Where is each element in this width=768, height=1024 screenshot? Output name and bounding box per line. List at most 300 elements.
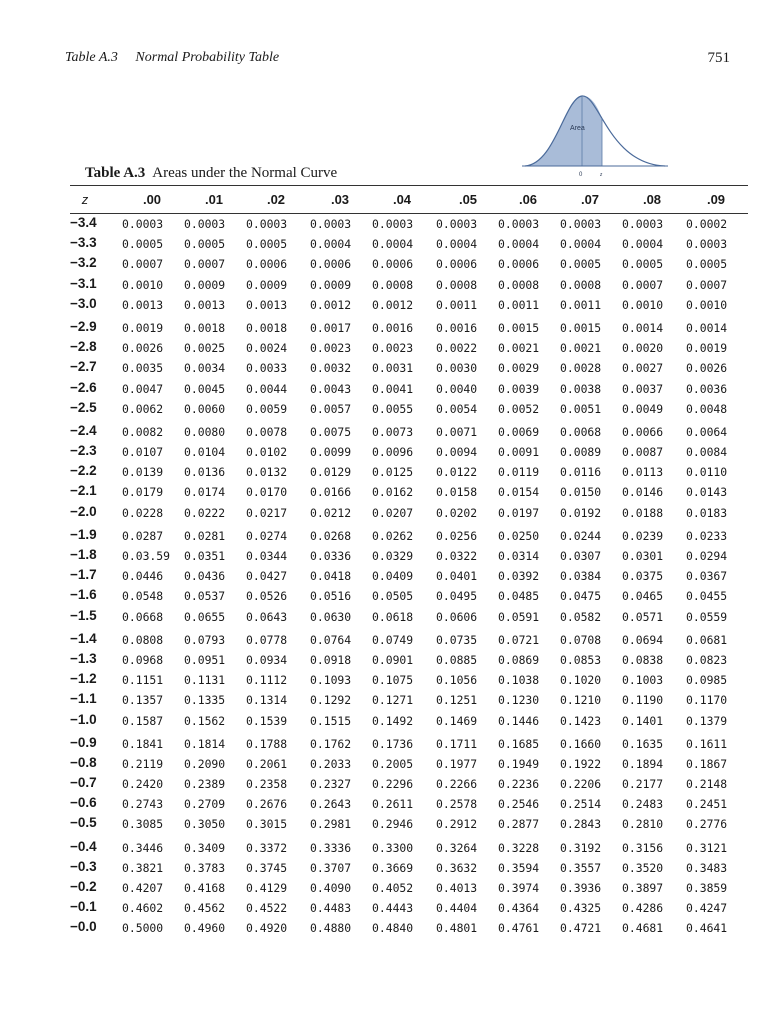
table-cell: 0.0233 [686,528,728,543]
table-cell: 0.0037 [622,381,664,396]
table-row [70,588,750,608]
table-cell: 0.0582 [560,609,602,624]
table-cell: 0.0668 [122,609,164,624]
table-cell: 0.0351 [184,549,226,563]
table-cell: 0.1056 [436,673,478,688]
table-cell: 0.0018 [184,320,226,335]
table-cell: 0.0162 [372,485,414,500]
table-cell: 0.0010 [622,297,664,312]
table-cell: 0.0040 [436,381,478,396]
row-z-value: −2.0 [70,503,97,519]
table-cell: 0.0051 [560,401,602,416]
table-cell: 0.3707 [310,860,352,875]
table-cell: 0.4641 [686,921,728,936]
table-row [70,568,750,588]
table-body [70,216,750,941]
table-cell: 0.0082 [122,424,164,439]
table-row [70,652,750,672]
table-cell: 0.0268 [310,528,352,543]
row-z-value: −1.5 [70,607,97,623]
table-cell: 0.0548 [122,589,164,604]
table-cell: 0.2546 [498,797,540,812]
table-cell: 0.3446 [122,840,164,855]
table-cell: 0.4960 [184,921,226,936]
table-cell: 0.4522 [246,901,288,916]
table-cell: 0.1151 [122,673,164,688]
table-cell: 0.0307 [560,549,602,563]
table-cell: 0.0918 [310,652,352,667]
table-cell: 0.0010 [686,297,728,312]
table-top-rule [70,185,748,186]
table-cell: 0.0004 [560,237,602,252]
table-cell: 0.0060 [184,401,226,416]
table-cell: 0.0009 [310,277,352,292]
table-cell: 0.0158 [436,485,478,500]
row-z-value: −2.2 [70,463,97,479]
table-cell: 0.0222 [184,505,226,520]
table-row [70,713,750,733]
table-cell: 0.3085 [122,817,164,832]
table-cell: 0.3669 [372,860,414,875]
table-cell: 0.0630 [310,609,352,624]
table-cell: 0.0329 [372,549,414,563]
table-cell: 0.2643 [310,797,352,812]
row-z-value: −1.6 [70,587,97,603]
table-cell: 0.4920 [246,921,288,936]
row-z-value: −1.8 [70,547,97,562]
table-cell: 0.0029 [498,361,540,376]
table-row [70,277,750,297]
table-cell: 0.1251 [436,693,478,708]
table-cell: 0.0008 [560,277,602,292]
table-cell: 0.0059 [246,401,288,416]
table-cell: 0.0129 [310,465,352,480]
table-cell: 0.0793 [184,632,226,647]
table-cell: 0.0044 [246,381,288,396]
table-cell: 0.0571 [622,609,664,624]
table-cell: 0.0032 [310,361,352,376]
table-cell: 0.0012 [310,297,352,312]
table-cell: 0.0146 [622,485,664,500]
table-cell: 0.0009 [184,277,226,292]
table-cell: 0.0094 [436,445,478,460]
table-cell: 0.3745 [246,860,288,875]
row-z-value: −3.0 [70,295,97,311]
table-cell: 0.0197 [498,505,540,520]
table-cell: 0.0465 [622,589,664,604]
column-header: .03 [330,192,350,207]
table-cell: 0.2981 [310,817,352,832]
table-cell: 0.1131 [184,673,226,688]
running-head-table-number: Table A.3 [65,50,118,65]
table-cell: 0.0026 [122,341,164,356]
table-cell: 0.1562 [184,713,226,728]
table-cell: 0.4404 [436,901,478,916]
row-z-value: −1.0 [70,711,97,727]
table-cell: 0.2912 [436,817,478,832]
table-cell: 0.0119 [498,465,540,480]
table-cell: 0.1190 [622,693,664,708]
table-cell: 0.2061 [246,756,288,771]
table-cell: 0.03.59 [122,549,171,563]
table-cell: 0.1003 [622,673,664,688]
table-cell: 0.0016 [436,320,478,335]
row-z-value: −1.2 [70,671,97,687]
table-row [70,900,750,920]
table-cell: 0.0281 [184,528,226,543]
table-cell: 0.0022 [436,341,478,356]
table-cell: 0.0003 [436,217,478,231]
table-cell: 0.0287 [122,528,164,543]
table-caption-text: Areas under the Normal Curve [152,165,338,181]
table-cell: 0.0217 [246,505,288,520]
table-cell: 0.2005 [372,756,414,771]
table-cell: 0.0139 [122,465,164,480]
table-cell: 0.0455 [686,589,728,604]
table-cell: 0.0005 [122,237,164,252]
table-cell: 0.2206 [560,777,602,792]
table-cell: 0.3121 [686,840,728,855]
table-cell: 0.0028 [560,361,602,376]
table-row [70,632,750,652]
table-cell: 0.0256 [436,528,478,543]
table-cell: 0.3897 [622,881,664,895]
table-cell: 0.0033 [246,361,288,376]
table-cell: 0.0110 [686,465,728,480]
table-cell: 0.0080 [184,424,226,439]
table-cell: 0.0274 [246,528,288,543]
table-cell: 0.4247 [686,901,728,916]
table-cell: 0.0526 [246,589,288,604]
area-label: Area [570,125,585,132]
table-cell: 0.1314 [246,693,288,708]
table-cell: 0.1423 [560,713,602,728]
table-cell: 0.1539 [246,713,288,728]
table-cell: 0.2177 [622,777,664,792]
table-cell: 0.2090 [184,756,226,771]
table-cell: 0.0869 [498,652,540,667]
table-cell: 0.0749 [372,632,414,647]
table-cell: 0.0084 [686,445,728,460]
table-row [70,692,750,712]
table-cell: 0.4562 [184,901,226,916]
table-cell: 0.2327 [310,777,352,792]
table-cell: 0.0023 [310,341,352,356]
table-cell: 0.2483 [622,797,664,812]
table-cell: 0.0021 [560,341,602,356]
table-cell: 0.0096 [372,445,414,460]
table-cell: 0.0005 [184,237,226,252]
table-cell: 0.1469 [436,713,478,728]
table-cell: 0.0427 [246,569,288,584]
table-row [70,381,750,401]
table-cell: 0.2266 [436,777,478,792]
table-cell: 0.0823 [686,652,728,667]
table-cell: 0.0401 [436,569,478,584]
table-cell: 0.0778 [246,632,288,647]
table-cell: 0.4168 [184,881,226,895]
row-z-value: −1.9 [70,526,97,542]
table-cell: 0.0212 [310,505,352,520]
shaded-area [525,96,602,166]
table-cell: 0.0004 [310,237,352,252]
table-cell: 0.0006 [436,257,478,272]
table-cell: 0.0069 [498,424,540,439]
table-cell: 0.0183 [686,505,728,520]
page-number: 751 [707,50,730,66]
table-cell: 0.0091 [498,445,540,460]
table-cell: 0.0003 [560,217,602,231]
table-cell: 0.3936 [560,881,602,895]
table-cell: 0.1020 [560,673,602,688]
table-cell: 0.0010 [122,277,164,292]
table-cell: 0.2236 [498,777,540,792]
table-cell: 0.0009 [246,277,288,292]
table-cell: 0.1635 [622,736,664,751]
table-cell: 0.1736 [372,736,414,751]
table-cell: 0.4129 [246,881,288,895]
table-row [70,216,750,236]
table-row [70,609,750,629]
table-cell: 0.1230 [498,693,540,708]
table-cell: 0.0052 [498,401,540,416]
table-cell: 0.0013 [122,297,164,312]
table-cell: 0.2358 [246,777,288,792]
table-cell: 0.0344 [246,549,288,563]
table-cell: 0.0301 [622,549,664,563]
table-row [70,528,750,548]
table-cell: 0.3050 [184,817,226,832]
table-cell: 0.0721 [498,632,540,647]
table-cell: 0.0202 [436,505,478,520]
row-z-value: −1.4 [70,630,97,646]
table-cell: 0.1587 [122,713,164,728]
table-cell: 0.0019 [686,341,728,356]
row-z-value: −3.1 [70,275,97,291]
table-cell: 0.2709 [184,797,226,812]
table-cell: 0.0505 [372,589,414,604]
table-cell: 0.2611 [372,797,414,812]
table-cell: 0.1379 [686,713,728,728]
table-cell: 0.5000 [122,921,164,936]
table-cell: 0.1170 [686,693,728,708]
table-cell: 0.3594 [498,860,540,875]
table-row [70,860,750,880]
table-row [70,736,750,756]
table-cell: 0.0132 [246,465,288,480]
table-cell: 0.0018 [246,320,288,335]
table-cell: 0.1515 [310,713,352,728]
table-cell: 0.1401 [622,713,664,728]
table-row [70,256,750,276]
table-cell: 0.1814 [184,736,226,751]
table-cell: 0.2514 [560,797,602,812]
table-cell: 0.1271 [372,693,414,708]
table-cell: 0.0008 [372,277,414,292]
table-row [70,320,750,340]
table-cell: 0.0314 [498,549,540,563]
table-cell: 0.0073 [372,424,414,439]
table-cell: 0.3372 [246,840,288,855]
table-row [70,920,750,940]
row-z-value: −0.9 [70,734,97,750]
table-cell: 0.0019 [122,320,164,335]
table-cell: 0.0392 [498,569,540,584]
table-cell: 0.0016 [372,320,414,335]
table-cell: 0.0025 [184,341,226,356]
table-cell: 0.0495 [436,589,478,604]
table-cell: 0.4761 [498,921,540,936]
table-cell: 0.1711 [436,736,478,751]
table-cell: 0.1611 [686,736,728,751]
table-row [70,424,750,444]
table-cell: 0.0034 [184,361,226,376]
table-cell: 0.2578 [436,797,478,812]
row-z-value: −0.4 [70,838,97,854]
table-cell: 0.0113 [622,465,664,480]
row-z-value: −2.6 [70,379,97,395]
table-cell: 0.1660 [560,736,602,751]
table-cell: 0.0008 [498,277,540,292]
table-cell: 0.2810 [622,817,664,832]
table-cell: 0.0026 [686,361,728,376]
table-cell: 0.0708 [560,632,602,647]
table-cell: 0.0012 [372,297,414,312]
table-cell: 0.1685 [498,736,540,751]
table-cell: 0.0008 [436,277,478,292]
table-cell: 0.0853 [560,652,602,667]
column-header: .06 [518,192,538,207]
table-cell: 0.1977 [436,756,478,771]
table-row [70,756,750,776]
table-cell: 0.0367 [686,569,728,584]
table-cell: 0.0655 [184,609,226,624]
table-cell: 0.0516 [310,589,352,604]
table-cell: 0.0375 [622,569,664,584]
row-z-value: −1.3 [70,650,97,666]
table-cell: 0.0007 [622,277,664,292]
table-row [70,672,750,692]
table-cell: 0.4681 [622,921,664,936]
table-row [70,880,750,900]
table-cell: 0.1335 [184,693,226,708]
table-cell: 0.0735 [436,632,478,647]
table-cell: 0.0136 [184,465,226,480]
column-header: .01 [204,192,224,207]
table-cell: 0.3192 [560,840,602,855]
row-z-value: −3.4 [70,215,97,230]
table-cell: 0.0011 [436,297,478,312]
table-cell: 0.0228 [122,505,164,520]
table-cell: 0.0985 [686,673,728,688]
table-cell: 0.2946 [372,817,414,832]
row-z-value: −0.6 [70,795,97,811]
row-z-value: −0.1 [70,899,97,915]
table-cell: 0.0031 [372,361,414,376]
table-cell: 0.0064 [686,424,728,439]
table-cell: 0.0192 [560,505,602,520]
axis-label-z: z [600,172,603,178]
table-row [70,297,750,317]
table-cell: 0.0013 [246,297,288,312]
table-cell: 0.0066 [622,424,664,439]
column-header: .04 [392,192,412,207]
table-cell: 0.1949 [498,756,540,771]
table-cell: 0.0004 [372,237,414,252]
table-cell: 0.0004 [622,237,664,252]
table-cell: 0.0174 [184,485,226,500]
table-cell: 0.0041 [372,381,414,396]
table-cell: 0.0048 [686,401,728,416]
table-cell: 0.0007 [122,257,164,272]
table-cell: 0.0838 [622,652,664,667]
table-cell: 0.0003 [310,217,352,231]
table-row [70,816,750,836]
row-z-value: −0.7 [70,775,97,791]
table-cell: 0.2296 [372,777,414,792]
table-cell: 0.0901 [372,652,414,667]
table-cell: 0.0885 [436,652,478,667]
table-cell: 0.2743 [122,797,164,812]
table-cell: 0.4880 [310,921,352,936]
column-header: .05 [458,192,478,207]
row-z-value: −1.1 [70,691,97,707]
table-cell: 0.0384 [560,569,602,584]
column-header: .00 [142,192,162,207]
table-cell: 0.0107 [122,445,164,460]
table-cell: 0.0014 [686,320,728,335]
table-cell: 0.4207 [122,881,164,895]
table-cell: 0.0446 [122,569,164,584]
table-cell: 0.0322 [436,549,478,563]
table-cell: 0.0681 [686,632,728,647]
table-row [70,464,750,484]
table-cell: 0.2451 [686,797,728,812]
table-cell: 0.0005 [246,237,288,252]
table-cell: 0.0934 [246,652,288,667]
table-cell: 0.1788 [246,736,288,751]
table-cell: 0.3264 [436,840,478,855]
table-cell: 0.0038 [560,381,602,396]
table-cell: 0.2776 [686,817,728,832]
table-cell: 0.0036 [686,381,728,396]
table-cell: 0.0150 [560,485,602,500]
table-cell: 0.0078 [246,424,288,439]
table-cell: 0.0003 [372,217,414,231]
table-row [70,776,750,796]
table-cell: 0.0694 [622,632,664,647]
normal-curve-figure [520,88,670,180]
table-cell: 0.0020 [622,341,664,356]
table-cell: 0.0005 [560,257,602,272]
column-header: .02 [266,192,286,207]
table-cell: 0.0007 [686,277,728,292]
table-cell: 0.0023 [372,341,414,356]
table-cell: 0.1894 [622,756,664,771]
table-cell: 0.0005 [622,257,664,272]
running-head [65,50,279,66]
table-cell: 0.0054 [436,401,478,416]
table-cell: 0.1093 [310,673,352,688]
table-cell: 0.0418 [310,569,352,584]
table-cell: 0.0336 [310,549,352,563]
table-cell: 0.0003 [122,217,164,231]
table-cell: 0.0035 [122,361,164,376]
table-cell: 0.0250 [498,528,540,543]
row-z-value: −0.2 [70,879,97,894]
table-cell: 0.0207 [372,505,414,520]
table-cell: 0.3821 [122,860,164,875]
